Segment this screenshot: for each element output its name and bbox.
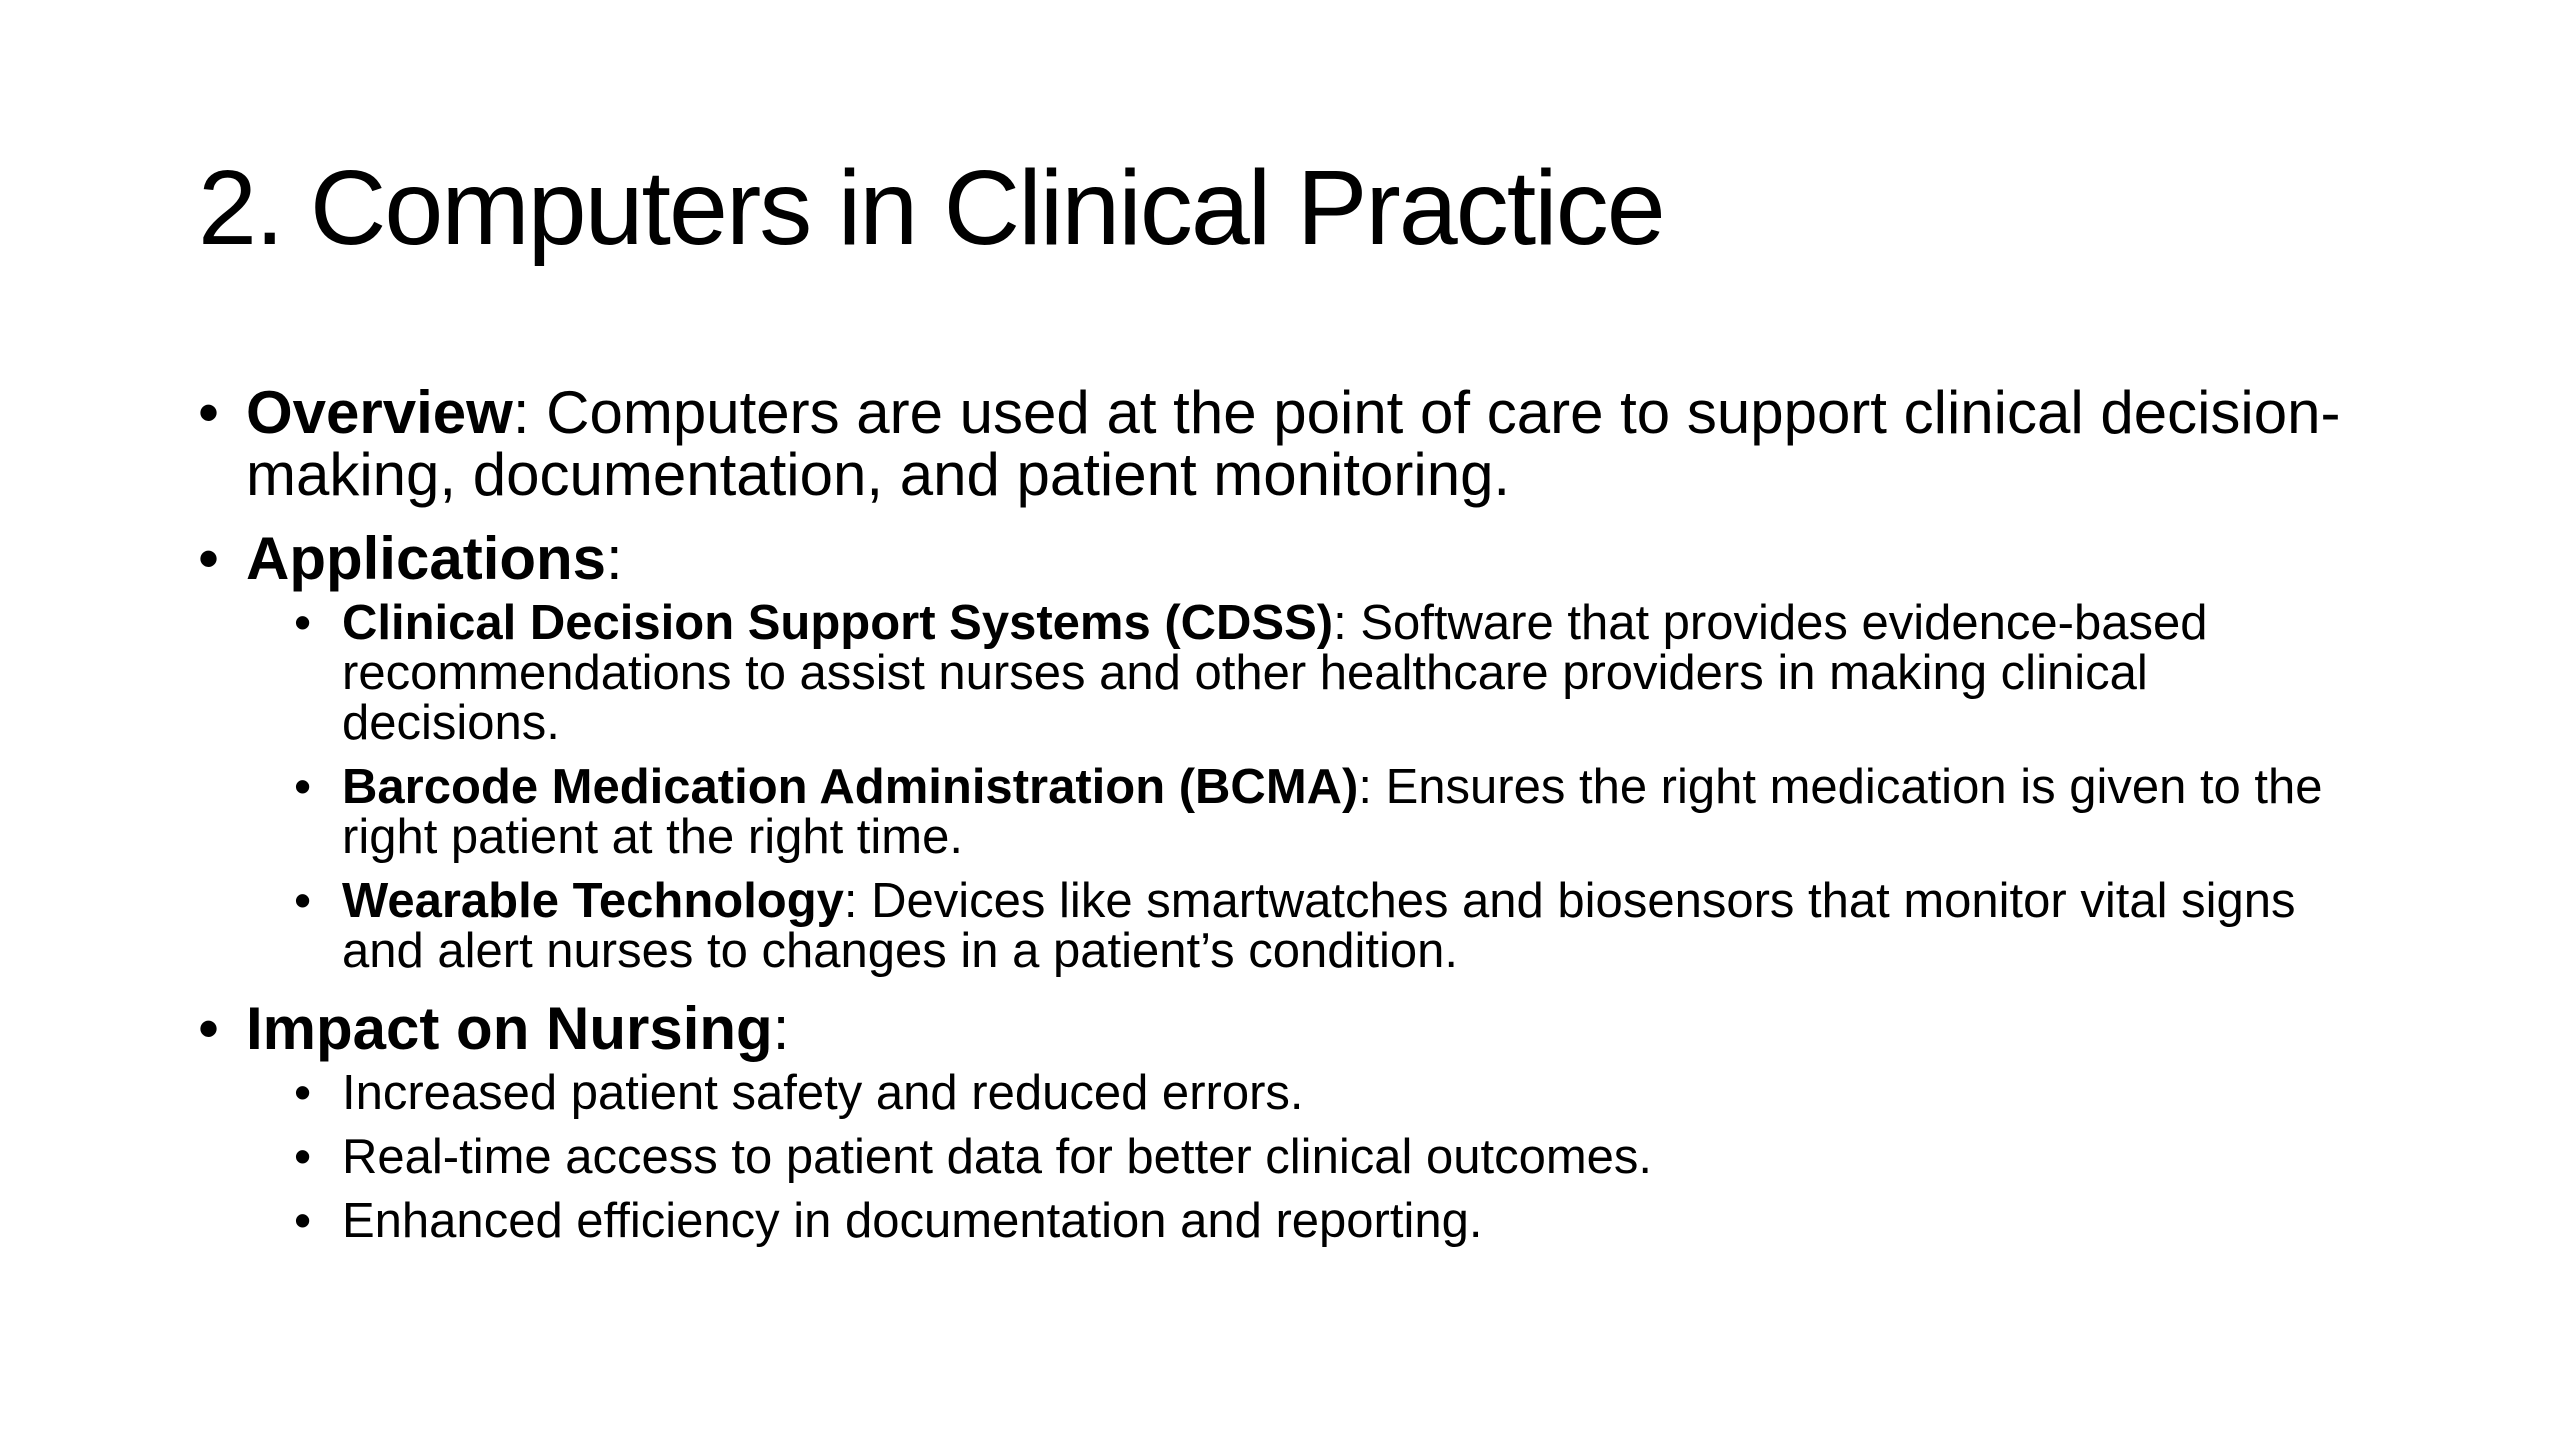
sub-item-separator: :	[843, 874, 858, 928]
list-item-impact	[198, 995, 2358, 1248]
bullet-icon: •	[198, 379, 220, 446]
bullet-icon: •	[198, 995, 220, 1062]
sub-list-applications	[246, 598, 2358, 976]
item-separator: :	[512, 379, 530, 446]
sub-item-term: Clinical Decision Support Systems (CDSS)	[342, 596, 1334, 650]
sub-bullet-icon: •	[294, 596, 312, 650]
sub-item-text: Real-time access to patient data for better clinical outcomes.	[342, 1130, 1653, 1184]
item-separator: :	[606, 525, 623, 592]
sub-item-realtime	[246, 1132, 2358, 1182]
sub-item-wearable	[246, 876, 2358, 976]
item-term: Impact on Nursing	[246, 995, 773, 1062]
item-separator: :	[772, 995, 790, 1062]
sub-item-text: Ensures the right medication is given to the right patient at the right time.	[342, 760, 2323, 864]
sub-item-bcma	[246, 762, 2358, 862]
sub-bullet-icon: •	[294, 760, 312, 814]
item-term: Overview	[246, 379, 513, 446]
sub-bullet-icon: •	[294, 1130, 312, 1184]
sub-item-separator: :	[1333, 596, 1347, 650]
sub-bullet-icon: •	[294, 874, 312, 928]
sub-item-cdss	[246, 598, 2358, 748]
sub-item-term: Wearable Technology	[342, 874, 844, 928]
bullet-icon: •	[198, 525, 220, 592]
sub-item-separator: :	[1358, 760, 1372, 814]
item-term: Applications	[246, 525, 607, 592]
sub-item-text: Increased patient safety and reduced errors.	[342, 1066, 1304, 1120]
slide-title: 2. Computers in Clinical Practice	[198, 149, 1664, 267]
sub-bullet-icon: •	[294, 1194, 312, 1248]
list-item-overview	[198, 379, 2358, 508]
list-item-applications	[198, 525, 2358, 978]
sub-item-safety	[246, 1068, 2358, 1118]
sub-bullet-icon: •	[294, 1066, 312, 1120]
sub-item-text: Enhanced efficiency in documentation and reporting.	[342, 1194, 1483, 1248]
sub-list-impact	[246, 1068, 2358, 1246]
sub-item-text: Devices like smartwatches and biosensors that monitor vital signs and alert nurses to changes in a patient’s condition.	[342, 874, 2296, 978]
sub-item-text: Software that provides evidence-based recommendations to assist nurses and other healthcare providers in making clinical decisions.	[342, 596, 2208, 750]
sub-item-term: Barcode Medication Administration (BCMA)	[342, 760, 1359, 814]
item-text: Computers are used at the point of care to support clinical decision-making, documentation, and patient monitoring.	[246, 379, 2341, 508]
sub-item-efficiency	[246, 1196, 2358, 1246]
bullet-list	[198, 379, 2358, 1268]
